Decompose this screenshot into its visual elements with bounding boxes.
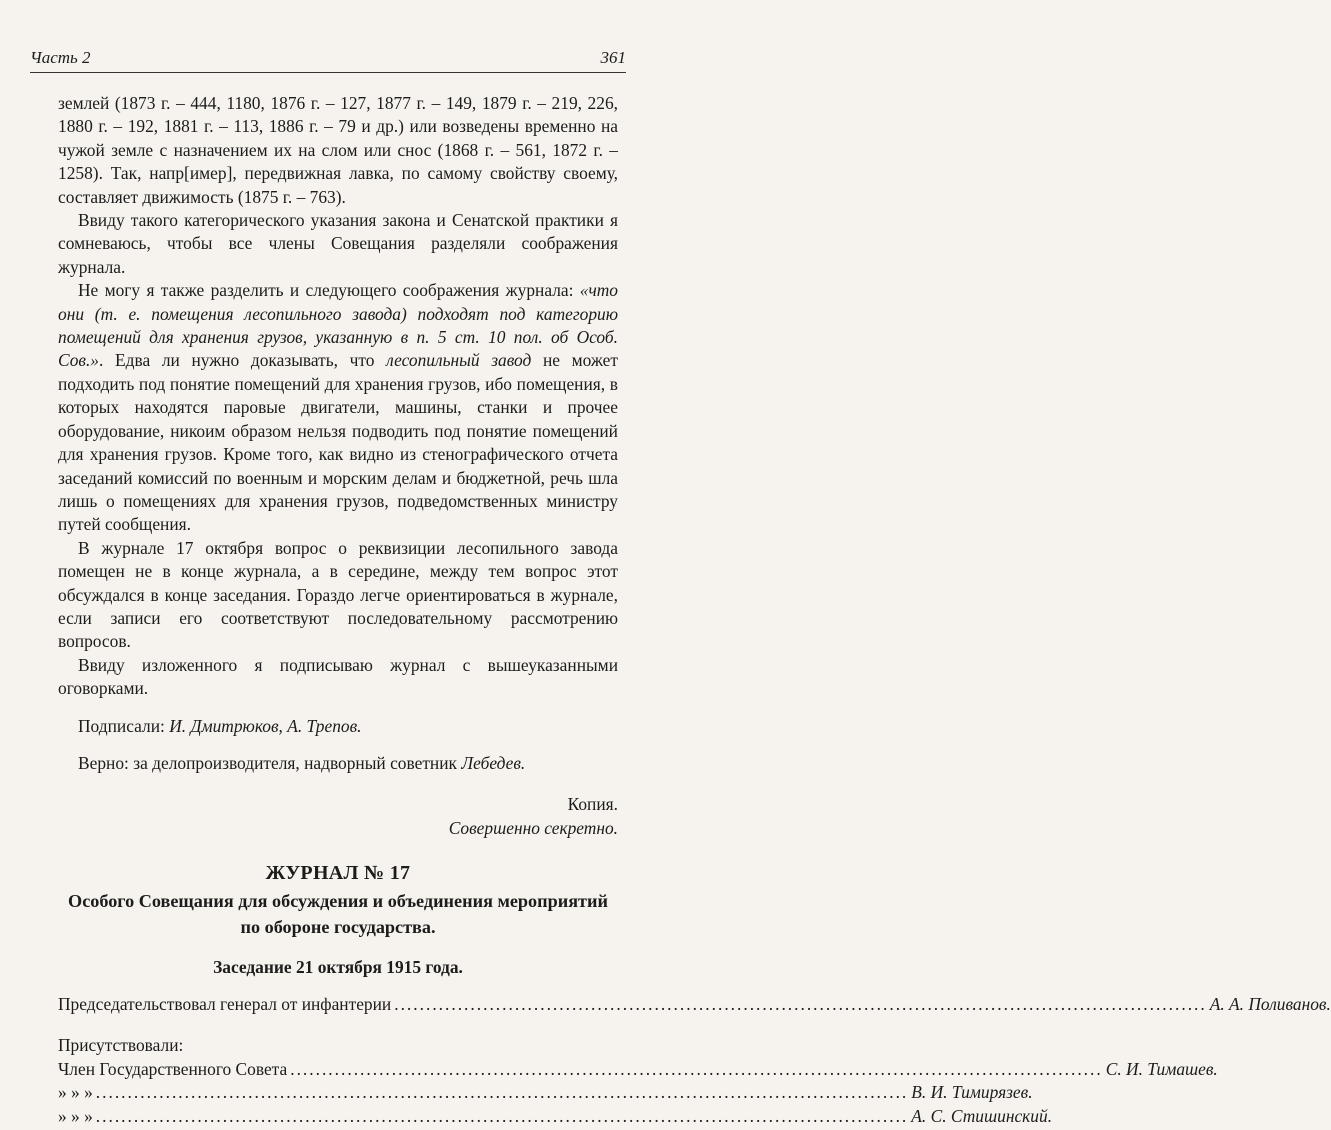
journal-subtitle: Особого Совещания для обсуждения и объединения мероприятий по обороне государства.: [68, 890, 608, 937]
attendee-name: С. И. Тимашев.: [1105, 1058, 1218, 1079]
paragraph-4: В журнале 17 октября вопрос о реквизиции лесопильного завода помещен не в конце журнала, а в середине, между тем вопрос этот обсуждался в конце заседания. Гораздо легче ориентироваться в журнале, если записи его соответствуют последовательному рассмотрению вопросов.: [58, 537, 618, 652]
page-number: 361: [600, 48, 626, 67]
secrecy-mark: Совершенно секретно.: [448, 817, 618, 838]
chair-label: Председательствовал генерал от инфантерии: [58, 994, 392, 1014]
copy-mark: Копия.: [567, 794, 618, 815]
paragraph-2: Ввиду такого категорического указания закона и Сенатской практики я сомневаюсь, чтобы все члены Совещания разделяли соображения журнала.: [58, 210, 618, 277]
chair-row: Председательствовал генерал от инфантерии ................................................................................................................................ А. А. Поливанов.: [58, 993, 618, 1016]
page-body: [58, 92, 1331, 1128]
session-date: Заседание 21 октября 1915 года.: [213, 956, 463, 977]
attendee-row: » » » ................................................................................................................................ В. И. Тимирязев.: [58, 1081, 618, 1104]
attendee-name: В. И. Тимирязев.: [911, 1082, 1033, 1103]
verifier-name: Лебедев.: [461, 752, 526, 773]
paragraph-5: Ввиду изложенного я подписываю журнал с вышеуказанными оговорками.: [58, 654, 618, 699]
present-label: Присутствовали:: [58, 1035, 184, 1056]
paragraph-1: землей (1873 г. – 444, 1180, 1876 г. – 127, 1877 г. – 149, 1879 г. – 219, 226, 1880 г. – 192, 1881 г. – 113, 1886 г. – 79 и др.) или возведены временно на чужой земле с назначением их на слом или снос (1868 г. – 561, 1872 г. – 1258). Так, напр[имер], передвижная лавка, по самому свойству своему, составляет движимость (1875 г. – 763).: [58, 93, 618, 207]
running-header: [30, 46, 626, 73]
signatures-line: Подписали: И. Дмитрюков, А. Трепов.: [78, 715, 362, 736]
attendee-row: Член Государственного Совета ................................................................................................................................ С. И. Тимашев.: [58, 1058, 618, 1081]
attendee-name: А. С. Стишинский.: [911, 1105, 1053, 1126]
verification-line: Верно: за делопроизводителя, надворный советник Лебедев.: [78, 752, 526, 773]
journal-title: ЖУРНАЛ № 17: [265, 862, 411, 885]
chair-name: А. А. Поливанов.: [1209, 994, 1331, 1014]
emphasis-sawmill: лесопильный завод: [386, 350, 532, 371]
paragraph-3: Не могу я также разделить и следующего соображения журнала: «что они (т. е. помещения лесопильного завода) подходят под категорию помещений для хранения грузов, указанную в п. 5 ст. 10 пол. об Особ. Сов.». Едва ли нужно доказывать, что лесопильный завод не может подходить под понятие помещений для хранения грузов, ибо помещения, в которых находятся паровые двигатели, машины, станки и прочее оборудование, никоим образом нельзя подводить под понятие помещений для хранения грузов. Кроме того, как видно из стенографического отчета заседаний комиссий по военным и морским делам и бюджетной, речь шла лишь о помещениях для хранения грузов, подведомственных министру путей сообщения.: [58, 280, 618, 535]
attendee-row: » » » ................................................................................................................................ А. С. Стишинский.: [58, 1105, 618, 1128]
signatories: И. Дмитрюков, А. Трепов.: [169, 715, 362, 736]
journal-quote: «что они (т. е. помещения лесопильного завода) подходят под категорию помещений для хранения грузов, указанную в п. 5 ст. 10 пол. об Особ. Сов.»: [58, 280, 618, 371]
part-label: Часть 2: [30, 48, 91, 67]
